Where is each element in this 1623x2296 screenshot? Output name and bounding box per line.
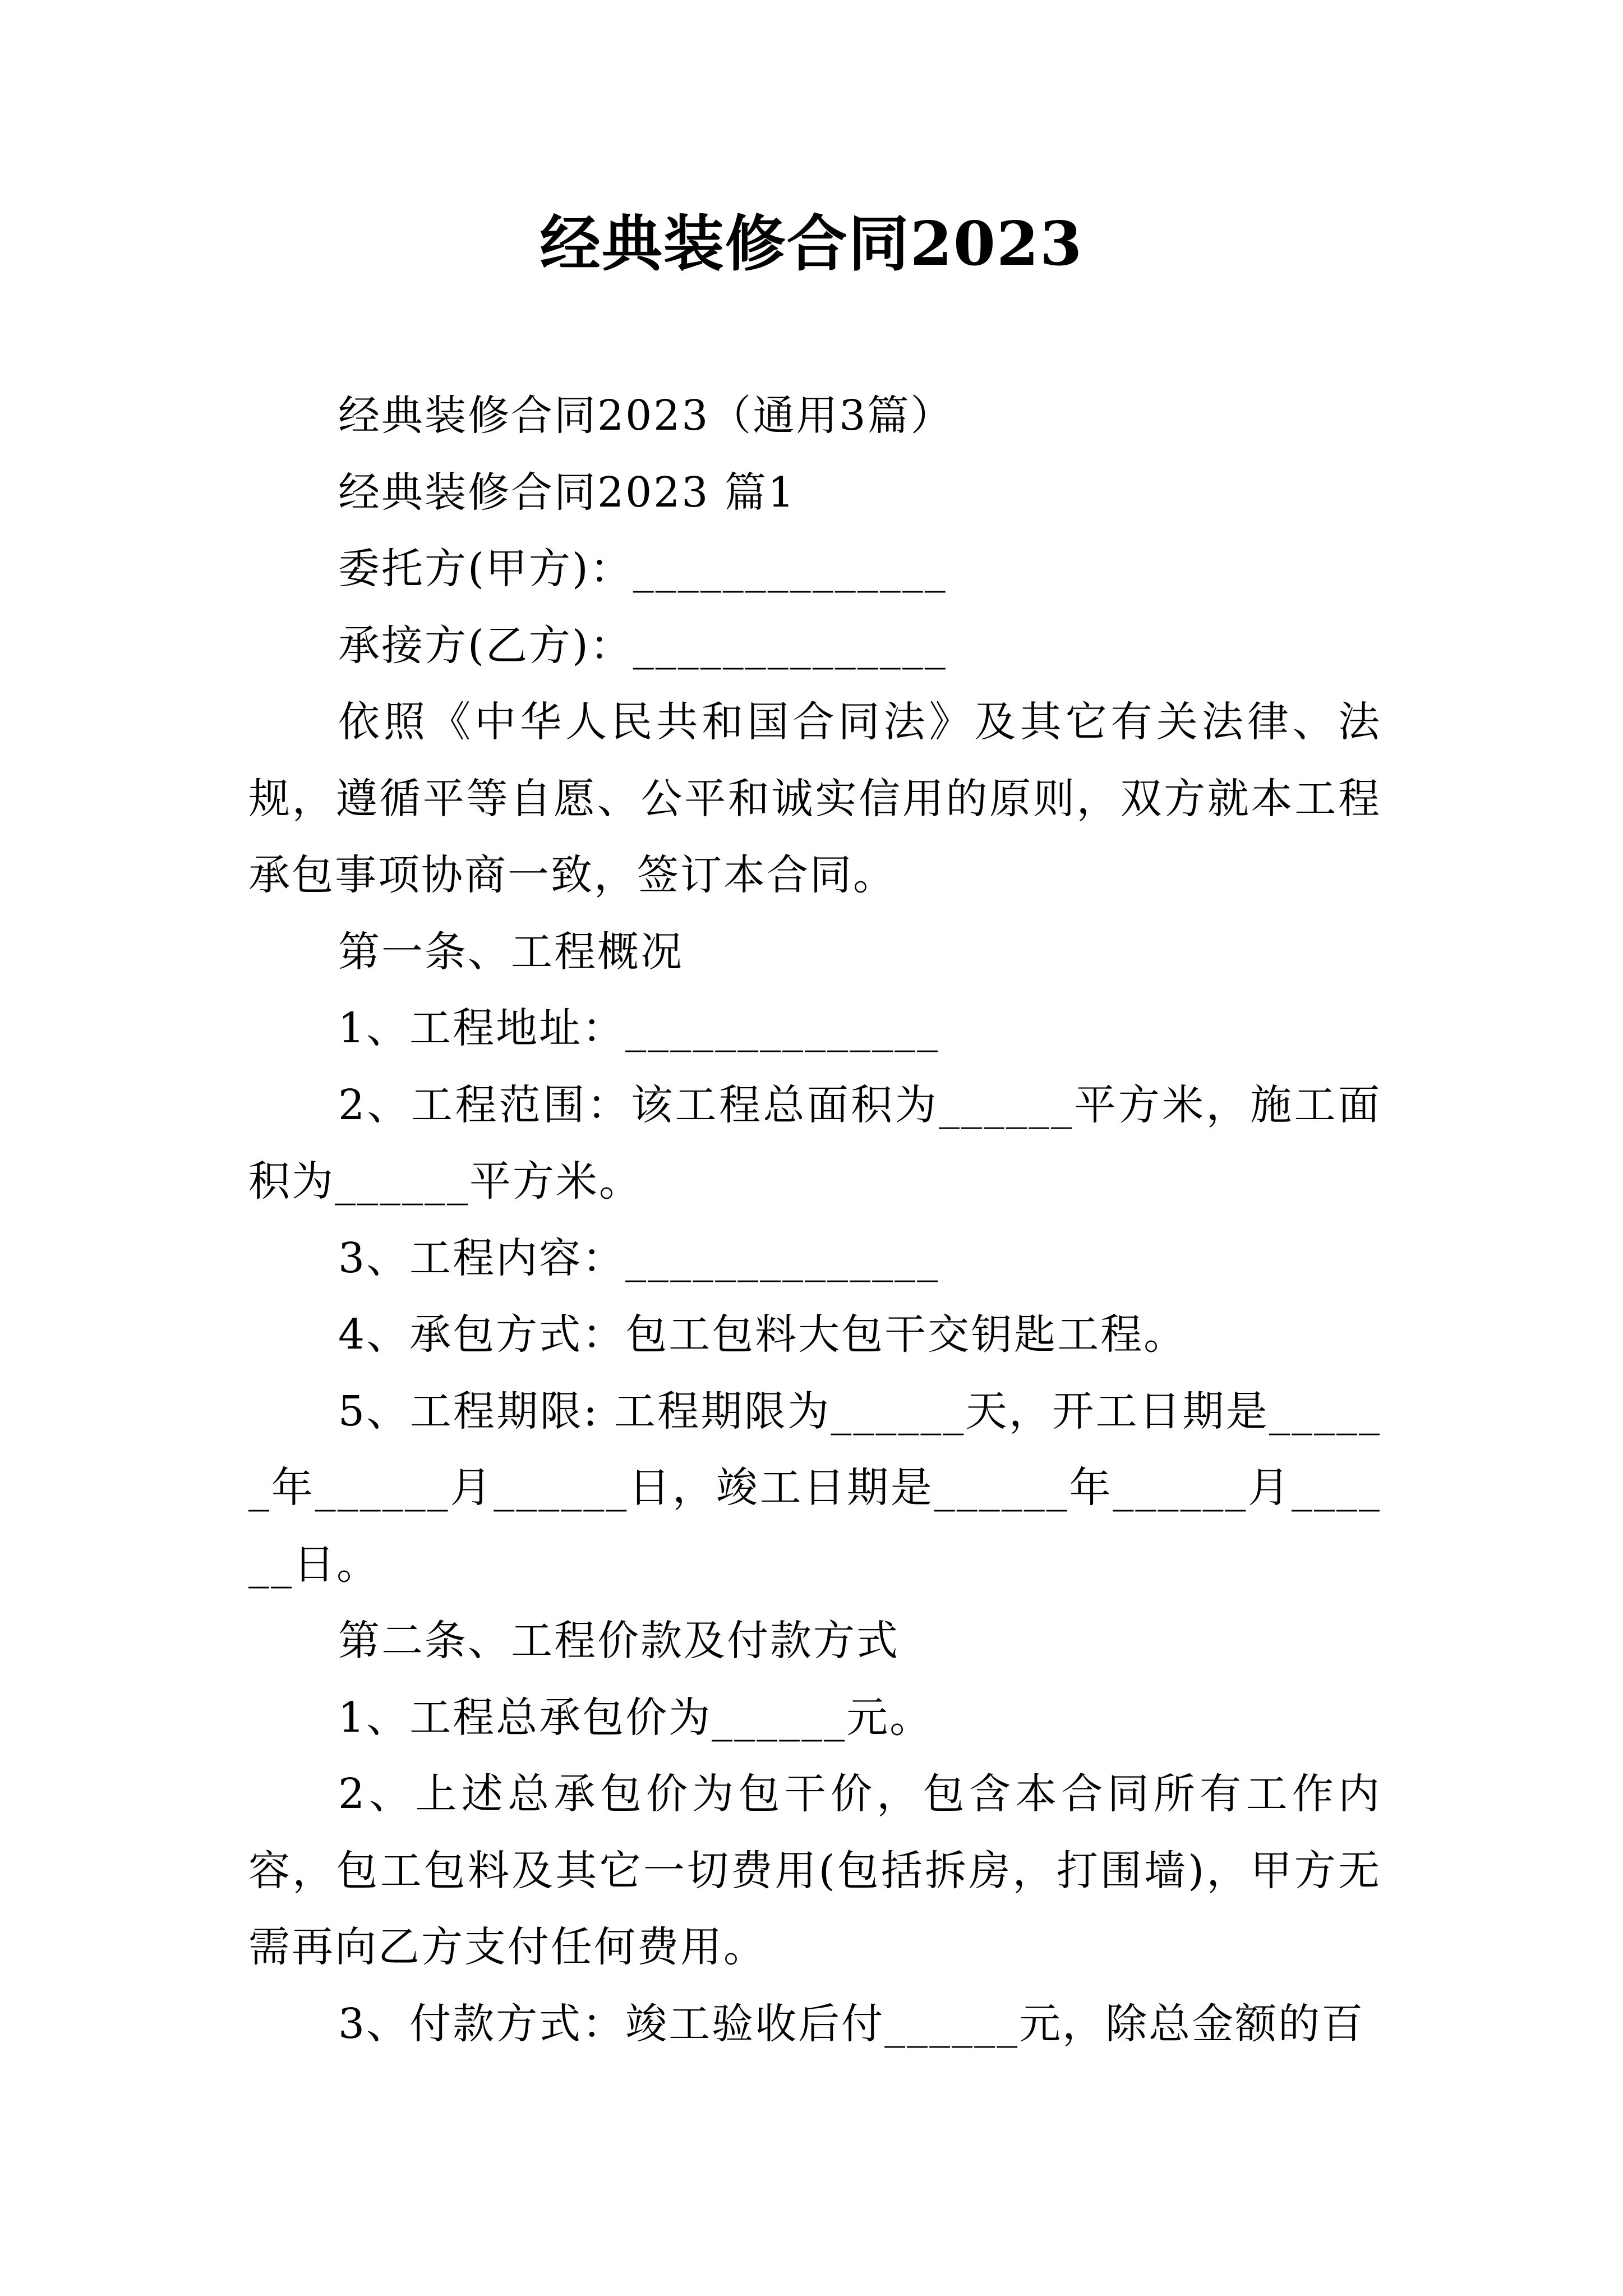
paragraph-project-content: 3、工程内容：______________ bbox=[338, 1234, 940, 1282]
paragraph-party-a: 委托方(甲方)：______________ bbox=[338, 545, 947, 593]
paragraph-lump-sum: 2、上述总承包价为包干价，包含本合同所有工作内容，包工包料及其它一切费用(包括拆房，打围墙)，甲方无需再向乙方支付任何费用。 bbox=[248, 1770, 1381, 1971]
paragraph-project-address: 1、工程地址：______________ bbox=[338, 1004, 940, 1052]
paragraph-contract-method: 4、承包方式：包工包料大包干交钥匙工程。 bbox=[338, 1310, 1187, 1359]
paragraph-preamble: 依照《中华人民共和国合同法》及其它有关法律、法规，遵循平等自愿、公平和诚实信用的原则，双方就本工程承包事项协商一致，签订本合同。 bbox=[248, 698, 1381, 899]
document-title: 经典装修合同2023 bbox=[540, 209, 1083, 279]
paragraph-subtitle: 经典装修合同2023（通用3篇） bbox=[338, 392, 954, 440]
paragraph-article-1-heading: 第一条、工程概况 bbox=[338, 927, 684, 976]
paragraph-part-heading: 经典装修合同2023 篇1 bbox=[338, 468, 796, 517]
document-body bbox=[248, 378, 1381, 2062]
paragraph-party-b: 承接方(乙方)：______________ bbox=[338, 621, 947, 670]
paragraph-project-scope: 2、工程范围：该工程总面积为______平方米，施工面积为______平方米。 bbox=[248, 1080, 1381, 1205]
paragraph-article-2-heading: 第二条、工程价款及付款方式 bbox=[338, 1617, 900, 1665]
paragraph-payment-method: 3、付款方式：竣工验收后付______元，除总金额的百 bbox=[338, 1999, 1365, 2048]
paragraph-total-price: 1、工程总承包价为______元。 bbox=[338, 1693, 933, 1742]
paragraph-project-period: 5、工程期限: 工程期限为______天，开工日期是______年______月______日，竣工日期是______年______月______日。 bbox=[248, 1387, 1381, 1589]
